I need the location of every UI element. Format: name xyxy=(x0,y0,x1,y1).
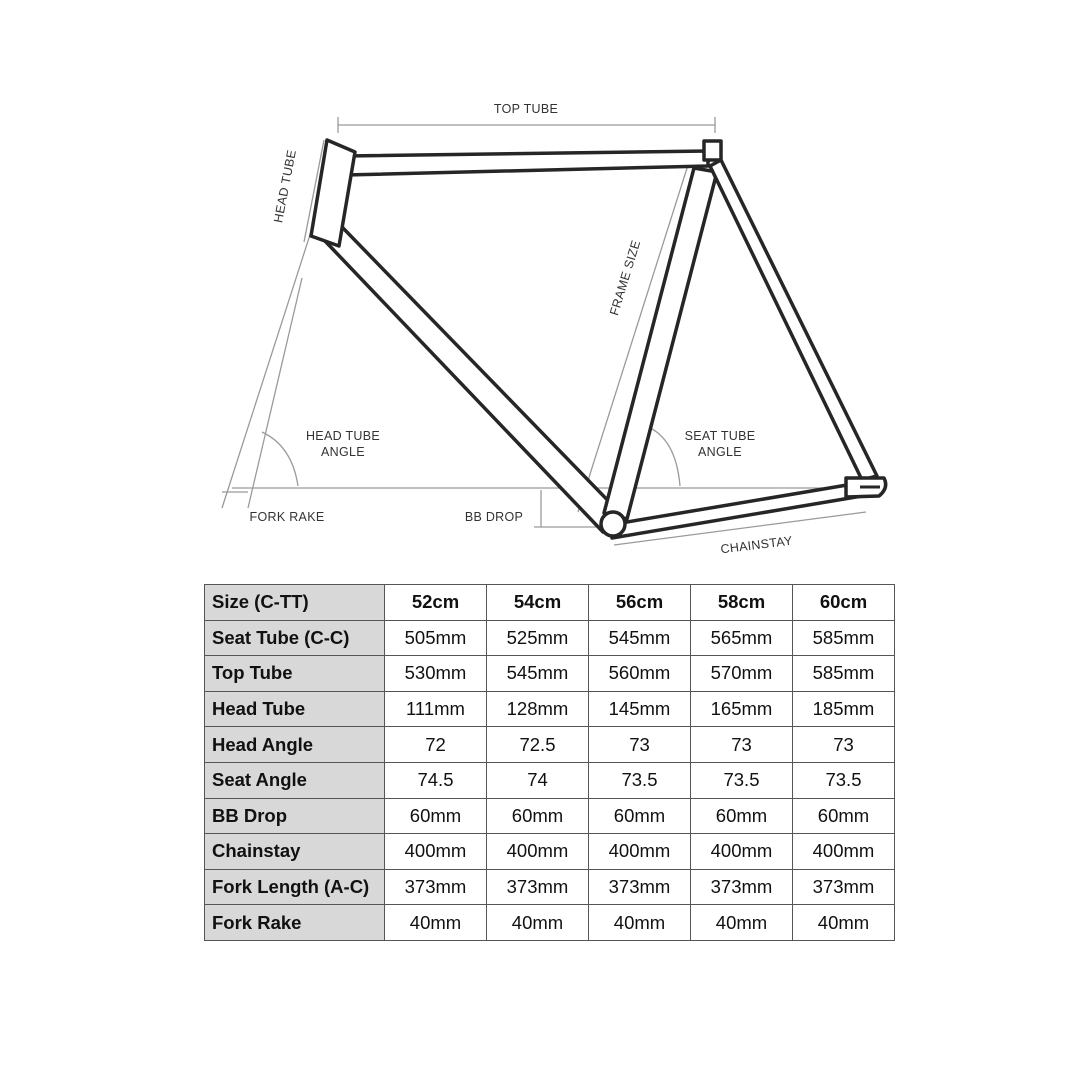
table-cell: 400mm xyxy=(793,834,895,870)
geometry-table xyxy=(204,584,895,941)
label-head-tube: HEAD TUBE xyxy=(271,148,300,224)
table-cell: 400mm xyxy=(487,834,589,870)
seat-tube xyxy=(604,168,717,519)
label-fork-rake: FORK RAKE xyxy=(249,510,325,524)
row-label: BB Drop xyxy=(205,798,385,834)
table-row xyxy=(205,798,895,834)
table-cell: 60mm xyxy=(487,798,589,834)
table-row xyxy=(205,691,895,727)
table-cell: 373mm xyxy=(793,869,895,905)
steering-axis-line xyxy=(222,210,318,508)
table-cell: 60mm xyxy=(385,798,487,834)
head-tube-angle-arc xyxy=(262,432,298,486)
table-cell: 505mm xyxy=(385,620,487,656)
seat-tube-angle-arc xyxy=(646,426,680,486)
down-tube xyxy=(325,228,622,532)
table-cell: 545mm xyxy=(589,620,691,656)
table-cell: 60mm xyxy=(691,798,793,834)
fork-line xyxy=(248,278,302,508)
table-cell: 570mm xyxy=(691,656,793,692)
table-cell: 73.5 xyxy=(589,762,691,798)
label-seat-tube-angle-1: SEAT TUBE xyxy=(684,429,756,443)
table-cell: 73.5 xyxy=(691,762,793,798)
label-bb-drop: BB DROP xyxy=(464,510,524,524)
label-head-tube-angle-1: HEAD TUBE xyxy=(305,429,381,443)
table-cell: 525mm xyxy=(487,620,589,656)
table-cell: 73 xyxy=(589,727,691,763)
table-cell: 73.5 xyxy=(793,762,895,798)
bottom-bracket xyxy=(601,512,625,536)
row-label: Fork Rake xyxy=(205,905,385,941)
row-label: Top Tube xyxy=(205,656,385,692)
table-row xyxy=(205,620,895,656)
table-cell: 73 xyxy=(691,727,793,763)
table-row xyxy=(205,656,895,692)
table-cell: 40mm xyxy=(691,905,793,941)
table-cell: 165mm xyxy=(691,691,793,727)
table-cell: 40mm xyxy=(589,905,691,941)
table-cell: 73 xyxy=(793,727,895,763)
head-tube xyxy=(311,140,355,246)
frame-tubes xyxy=(311,140,886,538)
label-head-tube-angle-2: ANGLE xyxy=(321,445,365,459)
table-cell: 400mm xyxy=(691,834,793,870)
table-cell: 128mm xyxy=(487,691,589,727)
row-label: Chainstay xyxy=(205,834,385,870)
table-cell: 185mm xyxy=(793,691,895,727)
table-row xyxy=(205,834,895,870)
row-label: Seat Tube (C-C) xyxy=(205,620,385,656)
table-cell: 585mm xyxy=(793,656,895,692)
table-cell: 74.5 xyxy=(385,762,487,798)
row-label: Fork Length (A-C) xyxy=(205,869,385,905)
top-tube xyxy=(345,151,708,175)
table-cell: 74 xyxy=(487,762,589,798)
size-header: 54cm xyxy=(487,585,589,621)
table-cell: 585mm xyxy=(793,620,895,656)
table-cell: 565mm xyxy=(691,620,793,656)
row-label: Head Angle xyxy=(205,727,385,763)
table-cell: 530mm xyxy=(385,656,487,692)
table-row xyxy=(205,762,895,798)
table-cell: 373mm xyxy=(385,869,487,905)
seat-clamp xyxy=(704,141,721,160)
table-row xyxy=(205,905,895,941)
table-cell: 400mm xyxy=(589,834,691,870)
table-cell: 40mm xyxy=(487,905,589,941)
table-cell: 145mm xyxy=(589,691,691,727)
table-cell: 545mm xyxy=(487,656,589,692)
label-frame-size: FRAME SIZE xyxy=(607,238,644,318)
table-cell: 72.5 xyxy=(487,727,589,763)
table-cell: 40mm xyxy=(385,905,487,941)
size-header-label: Size (C-TT) xyxy=(205,585,385,621)
size-header: 52cm xyxy=(385,585,487,621)
table-row xyxy=(205,727,895,763)
table-cell: 60mm xyxy=(793,798,895,834)
table-cell: 560mm xyxy=(589,656,691,692)
table-header-row xyxy=(205,585,895,621)
label-chainstay: CHAINSTAY xyxy=(719,533,794,557)
row-label: Head Tube xyxy=(205,691,385,727)
table-cell: 60mm xyxy=(589,798,691,834)
table-cell: 72 xyxy=(385,727,487,763)
label-top-tube: TOP TUBE xyxy=(493,102,559,116)
table-cell: 373mm xyxy=(589,869,691,905)
table-cell: 111mm xyxy=(385,691,487,727)
table-cell: 373mm xyxy=(691,869,793,905)
label-seat-tube-angle-2: ANGLE xyxy=(698,445,742,459)
size-header: 58cm xyxy=(691,585,793,621)
table-cell: 40mm xyxy=(793,905,895,941)
size-header: 56cm xyxy=(589,585,691,621)
table-row xyxy=(205,869,895,905)
row-label: Seat Angle xyxy=(205,762,385,798)
table-cell: 373mm xyxy=(487,869,589,905)
table-cell: 400mm xyxy=(385,834,487,870)
chainstay xyxy=(609,482,868,538)
size-header: 60cm xyxy=(793,585,895,621)
